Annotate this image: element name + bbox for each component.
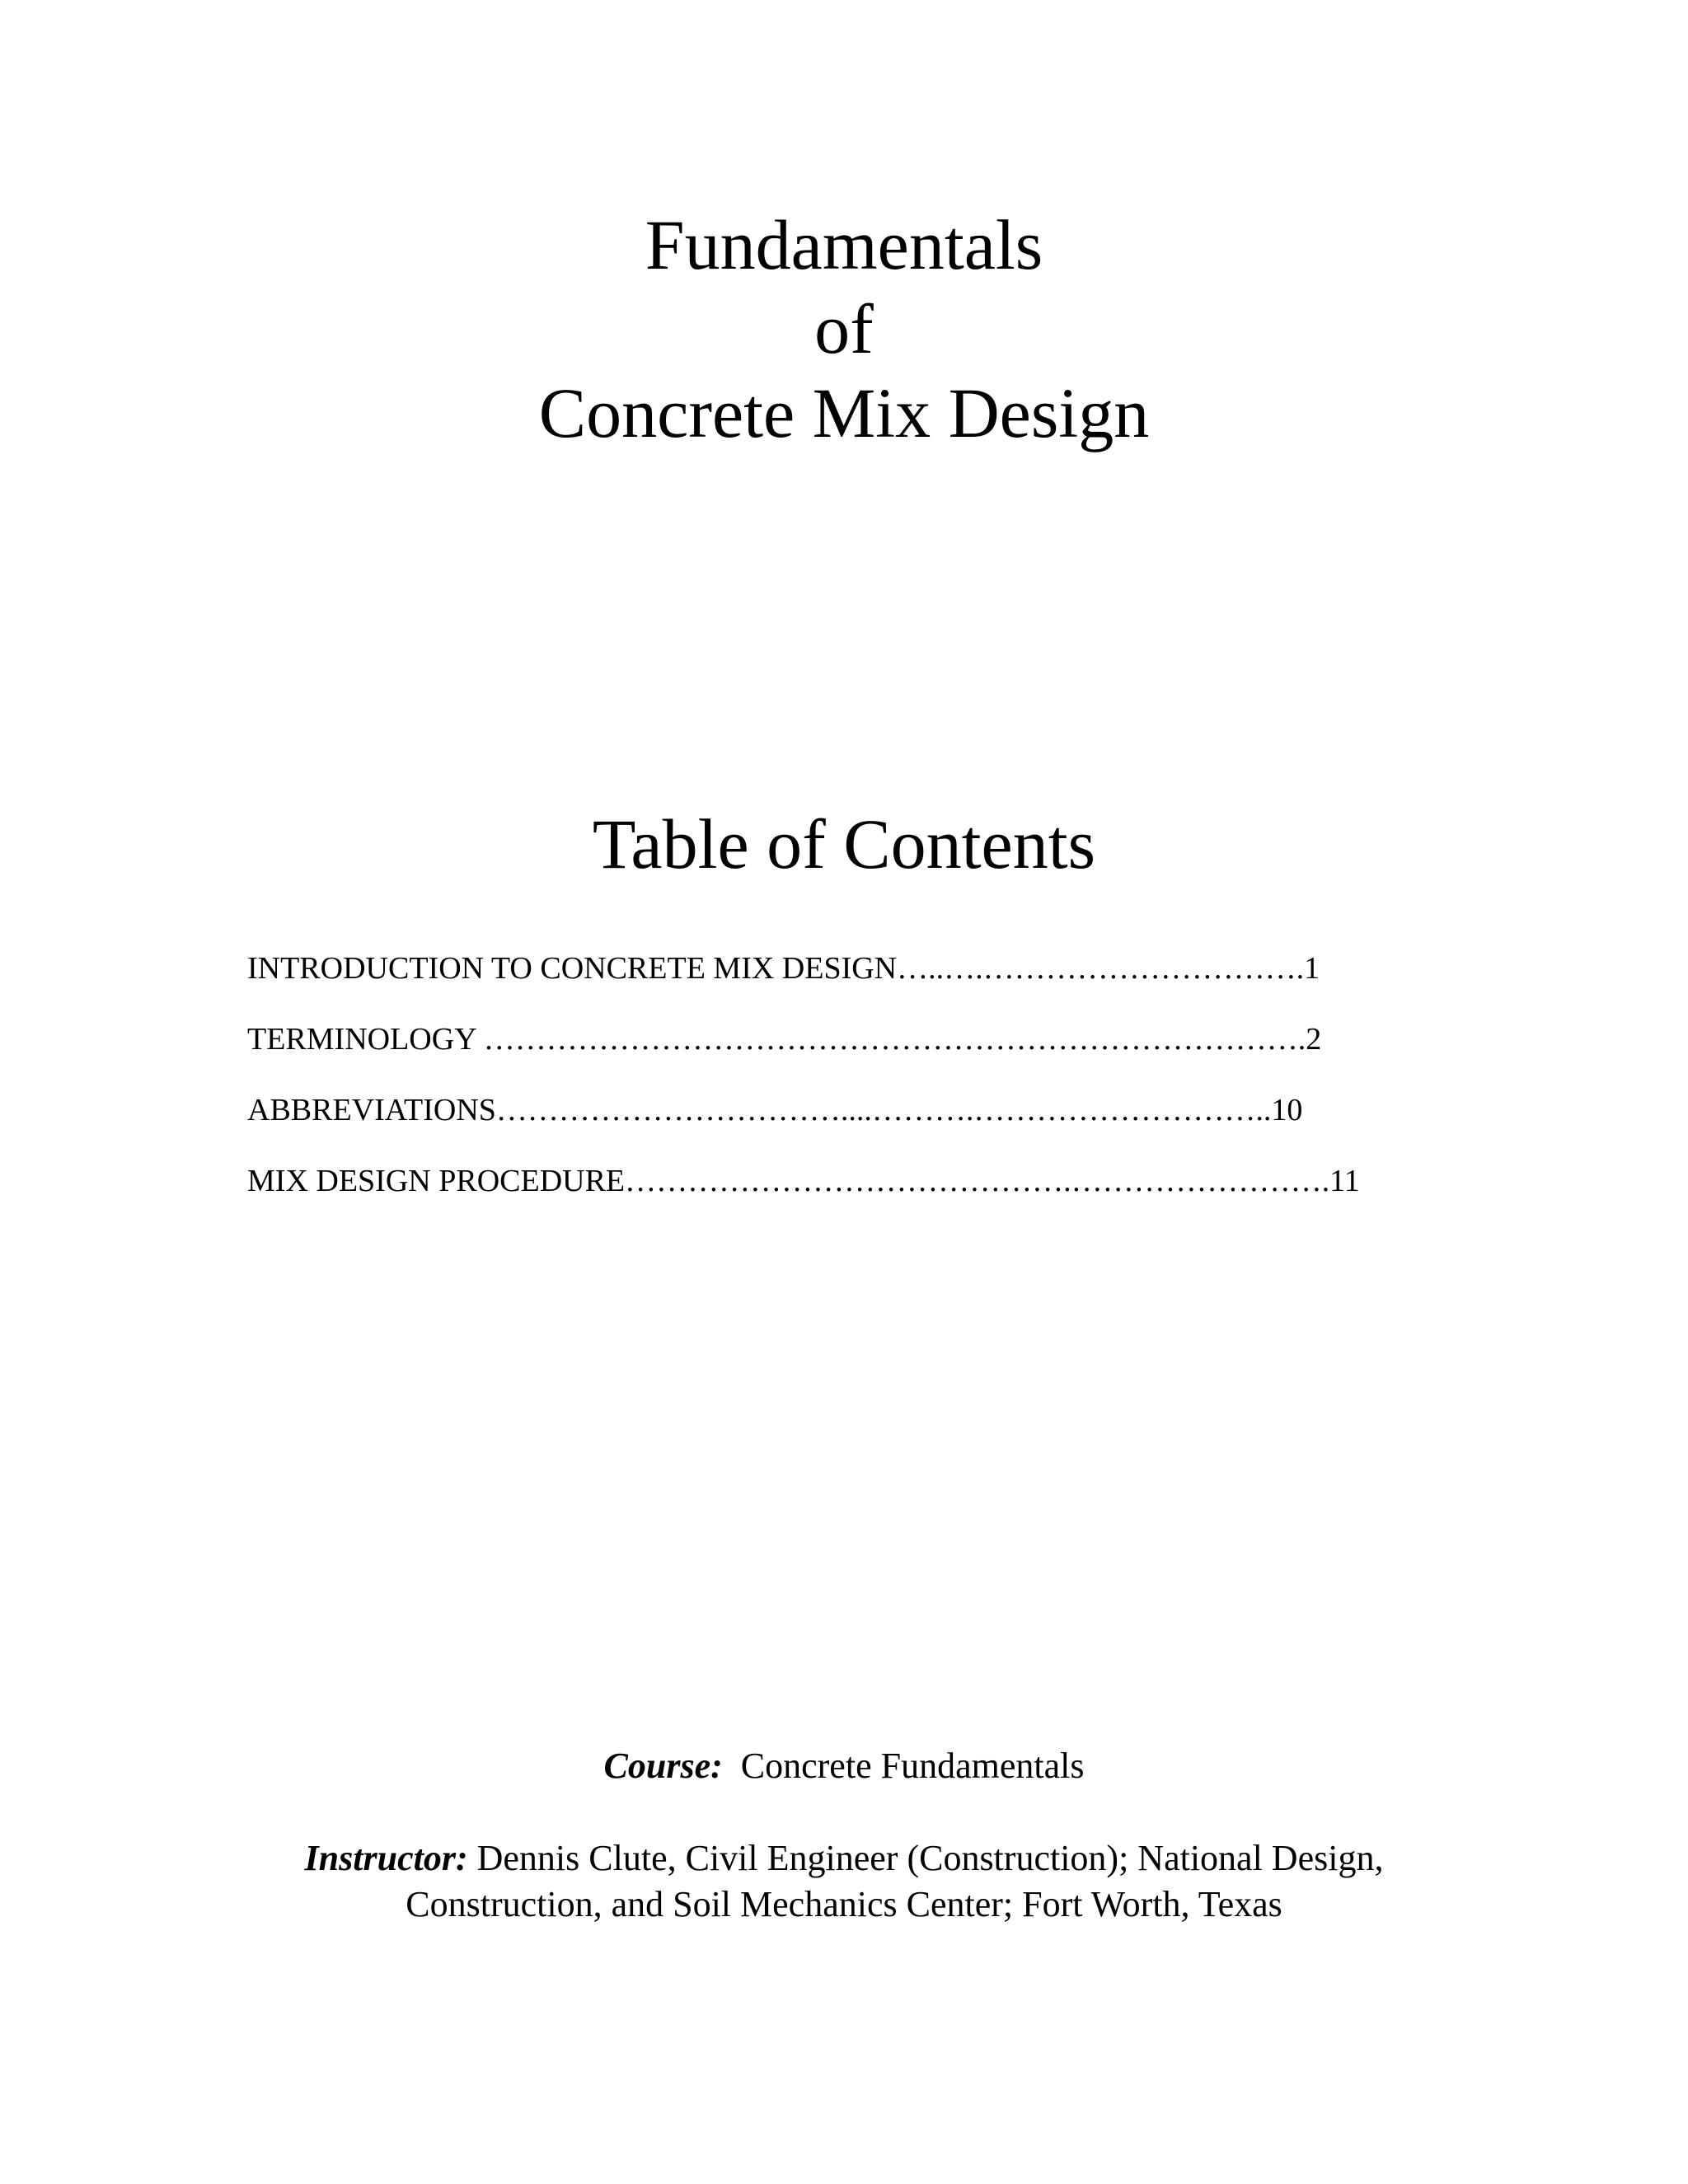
course-line bbox=[0, 1743, 1688, 1789]
toc-entry-mix-design-procedure[interactable] bbox=[247, 1160, 1426, 1231]
instructor-line-1 bbox=[0, 1835, 1688, 1882]
toc-entry-text: MIX DESIGN PROCEDURE…………………………………….…………………….11 bbox=[247, 1164, 1360, 1198]
course-label: Course: bbox=[603, 1746, 723, 1786]
title-line-3: Concrete Mix Design bbox=[538, 373, 1150, 452]
course-info bbox=[0, 1743, 1688, 1928]
toc-entry-terminology[interactable] bbox=[247, 1019, 1426, 1090]
toc-list bbox=[247, 948, 1426, 1231]
course-value: Concrete Fundamentals bbox=[740, 1746, 1085, 1786]
toc-entry-introduction[interactable] bbox=[247, 948, 1426, 1019]
toc-entry-text: ABBREVIATIONS……………………………....……….………………………..10 bbox=[247, 1093, 1303, 1127]
toc-entry-text: INTRODUCTION TO CONCRETE MIX DESIGN…..….………………………….1 bbox=[247, 951, 1320, 986]
instructor-info bbox=[0, 1835, 1688, 1928]
instructor-label: Instructor: bbox=[304, 1838, 468, 1878]
toc-entry-abbreviations[interactable] bbox=[247, 1090, 1426, 1160]
title-line-2: of bbox=[814, 289, 874, 368]
instructor-line-2: Construction, and Soil Mechanics Center; Fort Worth, Texas bbox=[406, 1884, 1282, 1924]
document-title bbox=[0, 203, 1688, 455]
instructor-text-1: Dennis Clute, Civil Engineer (Construction); National Design, bbox=[476, 1838, 1384, 1878]
toc-entry-text: TERMINOLOGY …………………………………………………………………….2 bbox=[247, 1022, 1322, 1057]
title-line-1: Fundamentals bbox=[645, 205, 1043, 284]
toc-heading: Table of Contents bbox=[592, 804, 1096, 883]
